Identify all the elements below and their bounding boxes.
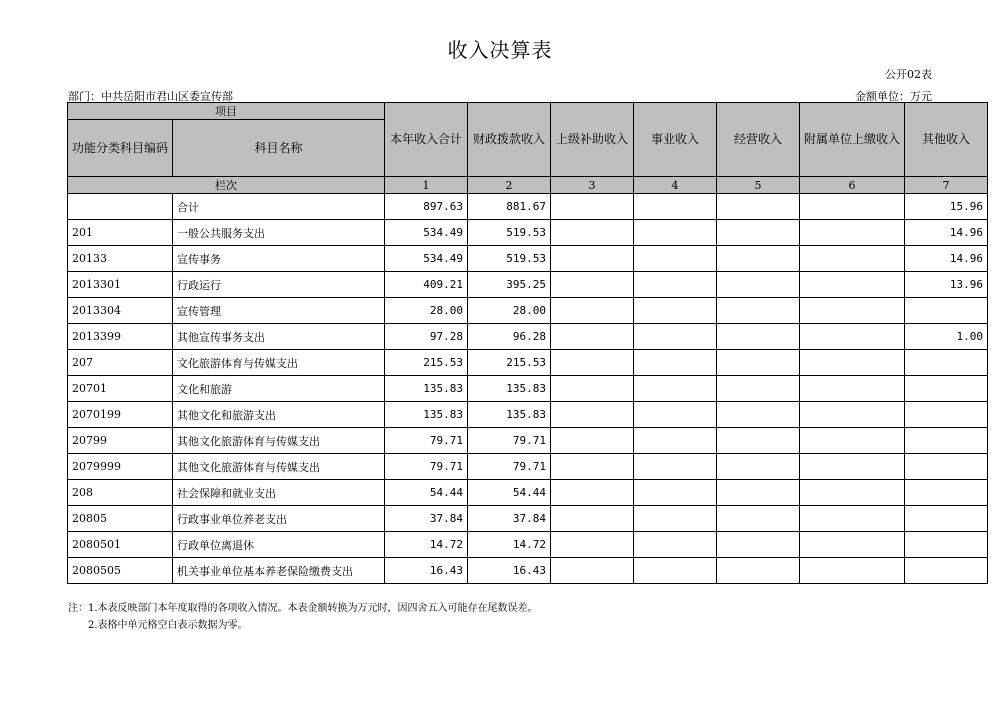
cell-superior xyxy=(551,480,634,506)
cell-superior xyxy=(551,454,634,480)
cell-affiliated xyxy=(800,324,905,350)
cell-code: 2013304 xyxy=(68,298,173,324)
cell-business xyxy=(634,402,717,428)
cell-fiscal: 79.71 xyxy=(468,428,551,454)
cell-affiliated xyxy=(800,558,905,584)
cell-business xyxy=(634,220,717,246)
cell-name: 行政事业单位养老支出 xyxy=(173,506,385,532)
cell-operating xyxy=(717,298,800,324)
header-subject-name: 科目名称 xyxy=(173,120,385,177)
cell-fiscal: 135.83 xyxy=(468,376,551,402)
cell-affiliated xyxy=(800,246,905,272)
cell-fiscal: 54.44 xyxy=(468,480,551,506)
cell-name: 宣传事务 xyxy=(173,246,385,272)
cell-business xyxy=(634,532,717,558)
cell-business xyxy=(634,376,717,402)
cell-code: 2080501 xyxy=(68,532,173,558)
cell-business xyxy=(634,272,717,298)
cell-superior xyxy=(551,194,634,220)
cell-business xyxy=(634,506,717,532)
cell-fiscal: 519.53 xyxy=(468,246,551,272)
cell-code: 2079999 xyxy=(68,454,173,480)
cell-affiliated xyxy=(800,532,905,558)
cell-business xyxy=(634,194,717,220)
cell-superior xyxy=(551,220,634,246)
cell-total: 79.71 xyxy=(385,428,468,454)
cell-affiliated xyxy=(800,480,905,506)
cell-operating xyxy=(717,558,800,584)
table-row xyxy=(68,246,988,272)
cell-code: 2013399 xyxy=(68,324,173,350)
cell-affiliated xyxy=(800,220,905,246)
header-item: 项目 xyxy=(68,103,385,120)
cell-affiliated xyxy=(800,454,905,480)
cell-operating xyxy=(717,272,800,298)
cell-superior xyxy=(551,506,634,532)
cell-business xyxy=(634,454,717,480)
cell-business xyxy=(634,350,717,376)
cell-name: 合计 xyxy=(173,194,385,220)
cell-superior xyxy=(551,246,634,272)
table-row xyxy=(68,428,988,454)
cell-total: 534.49 xyxy=(385,246,468,272)
cell-affiliated xyxy=(800,194,905,220)
cell-business xyxy=(634,480,717,506)
cell-fiscal: 16.43 xyxy=(468,558,551,584)
header-func-code: 功能分类科目编码 xyxy=(68,120,173,177)
cell-operating xyxy=(717,506,800,532)
cell-total: 54.44 xyxy=(385,480,468,506)
cell-code: 20133 xyxy=(68,246,173,272)
table-row xyxy=(68,480,988,506)
cell-other: 14.96 xyxy=(905,246,988,272)
cell-fiscal: 96.28 xyxy=(468,324,551,350)
cell-other xyxy=(905,532,988,558)
cell-fiscal: 395.25 xyxy=(468,272,551,298)
cell-fiscal: 215.53 xyxy=(468,350,551,376)
col-num: 4 xyxy=(634,177,717,194)
cell-total: 16.43 xyxy=(385,558,468,584)
header-column-no: 栏次 xyxy=(68,177,385,194)
table-row xyxy=(68,350,988,376)
cell-operating xyxy=(717,246,800,272)
cell-operating xyxy=(717,454,800,480)
cell-total: 97.28 xyxy=(385,324,468,350)
cell-superior xyxy=(551,558,634,584)
cell-code: 201 xyxy=(68,220,173,246)
col-num: 1 xyxy=(385,177,468,194)
cell-total: 135.83 xyxy=(385,402,468,428)
cell-name: 社会保障和就业支出 xyxy=(173,480,385,506)
cell-business xyxy=(634,428,717,454)
cell-affiliated xyxy=(800,506,905,532)
form-number: 公开02表 xyxy=(885,68,932,81)
header-affiliated: 附属单位上缴收入 xyxy=(800,103,905,177)
cell-operating xyxy=(717,376,800,402)
cell-name: 机关事业单位基本养老保险缴费支出 xyxy=(173,558,385,584)
cell-total: 534.49 xyxy=(385,220,468,246)
cell-other xyxy=(905,298,988,324)
cell-affiliated xyxy=(800,298,905,324)
cell-other xyxy=(905,376,988,402)
income-table xyxy=(67,102,988,584)
cell-operating xyxy=(717,220,800,246)
table-row xyxy=(68,324,988,350)
cell-name: 其他文化旅游体育与传媒支出 xyxy=(173,428,385,454)
cell-other xyxy=(905,454,988,480)
cell-code: 20799 xyxy=(68,428,173,454)
cell-total: 28.00 xyxy=(385,298,468,324)
cell-superior xyxy=(551,402,634,428)
cell-operating xyxy=(717,532,800,558)
cell-code: 208 xyxy=(68,480,173,506)
cell-other: 1.00 xyxy=(905,324,988,350)
header-fiscal: 财政拨款收入 xyxy=(468,103,551,177)
cell-other: 14.96 xyxy=(905,220,988,246)
cell-operating xyxy=(717,402,800,428)
header-superior: 上级补助收入 xyxy=(551,103,634,177)
cell-fiscal: 28.00 xyxy=(468,298,551,324)
cell-operating xyxy=(717,480,800,506)
cell-fiscal: 14.72 xyxy=(468,532,551,558)
header-total: 本年收入合计 xyxy=(385,103,468,177)
header-operating: 经营收入 xyxy=(717,103,800,177)
cell-total: 79.71 xyxy=(385,454,468,480)
cell-code: 20701 xyxy=(68,376,173,402)
department-label: 部门：中共岳阳市君山区委宣传部 xyxy=(68,90,233,103)
col-num: 6 xyxy=(800,177,905,194)
col-num: 2 xyxy=(468,177,551,194)
cell-operating xyxy=(717,324,800,350)
cell-total: 37.84 xyxy=(385,506,468,532)
cell-other xyxy=(905,402,988,428)
cell-code: 20805 xyxy=(68,506,173,532)
cell-fiscal: 37.84 xyxy=(468,506,551,532)
table-row xyxy=(68,220,988,246)
cell-name: 文化和旅游 xyxy=(173,376,385,402)
cell-code: 2080505 xyxy=(68,558,173,584)
notes xyxy=(68,600,538,634)
cell-total: 897.63 xyxy=(385,194,468,220)
header-other: 其他收入 xyxy=(905,103,988,177)
amount-unit-label: 金额单位：万元 xyxy=(855,90,932,103)
cell-other: 15.96 xyxy=(905,194,988,220)
table-row xyxy=(68,298,988,324)
cell-fiscal: 79.71 xyxy=(468,454,551,480)
cell-affiliated xyxy=(800,376,905,402)
cell-superior xyxy=(551,272,634,298)
col-num: 3 xyxy=(551,177,634,194)
cell-name: 其他文化旅游体育与传媒支出 xyxy=(173,454,385,480)
cell-other xyxy=(905,428,988,454)
cell-affiliated xyxy=(800,402,905,428)
cell-other: 13.96 xyxy=(905,272,988,298)
table-row xyxy=(68,272,988,298)
cell-operating xyxy=(717,194,800,220)
header-business: 事业收入 xyxy=(634,103,717,177)
cell-fiscal: 881.67 xyxy=(468,194,551,220)
cell-code: 2013301 xyxy=(68,272,173,298)
cell-name: 文化旅游体育与传媒支出 xyxy=(173,350,385,376)
cell-other xyxy=(905,480,988,506)
cell-superior xyxy=(551,298,634,324)
report-title: 收入决算表 xyxy=(447,38,553,62)
cell-name: 宣传管理 xyxy=(173,298,385,324)
cell-operating xyxy=(717,428,800,454)
table-row xyxy=(68,194,988,220)
table-row xyxy=(68,532,988,558)
table-row xyxy=(68,376,988,402)
cell-name: 行政运行 xyxy=(173,272,385,298)
cell-total: 14.72 xyxy=(385,532,468,558)
cell-operating xyxy=(717,350,800,376)
table-row xyxy=(68,454,988,480)
cell-code xyxy=(68,194,173,220)
table-row xyxy=(68,402,988,428)
col-num: 7 xyxy=(905,177,988,194)
col-num: 5 xyxy=(717,177,800,194)
cell-business xyxy=(634,298,717,324)
cell-total: 135.83 xyxy=(385,376,468,402)
cell-superior xyxy=(551,376,634,402)
cell-fiscal: 519.53 xyxy=(468,220,551,246)
cell-superior xyxy=(551,428,634,454)
cell-business xyxy=(634,324,717,350)
table-row xyxy=(68,506,988,532)
cell-name: 一般公共服务支出 xyxy=(173,220,385,246)
cell-fiscal: 135.83 xyxy=(468,402,551,428)
note-2: 2.表格中单元格空白表示数据为零。 xyxy=(88,620,248,631)
cell-other xyxy=(905,350,988,376)
cell-superior xyxy=(551,350,634,376)
cell-code: 207 xyxy=(68,350,173,376)
cell-name: 行政单位离退休 xyxy=(173,532,385,558)
cell-affiliated xyxy=(800,350,905,376)
cell-name: 其他宣传事务支出 xyxy=(173,324,385,350)
cell-total: 409.21 xyxy=(385,272,468,298)
cell-other xyxy=(905,506,988,532)
cell-superior xyxy=(551,324,634,350)
cell-other xyxy=(905,558,988,584)
cell-business xyxy=(634,246,717,272)
cell-business xyxy=(634,558,717,584)
cell-code: 2070199 xyxy=(68,402,173,428)
cell-superior xyxy=(551,532,634,558)
cell-affiliated xyxy=(800,428,905,454)
cell-total: 215.53 xyxy=(385,350,468,376)
cell-name: 其他文化和旅游支出 xyxy=(173,402,385,428)
note-1: 注：1.本表反映部门本年度取得的各项收入情况。本表金额转换为万元时，因四舍五入可能存在尾数误差。 xyxy=(68,603,538,614)
table-row xyxy=(68,558,988,584)
cell-affiliated xyxy=(800,272,905,298)
